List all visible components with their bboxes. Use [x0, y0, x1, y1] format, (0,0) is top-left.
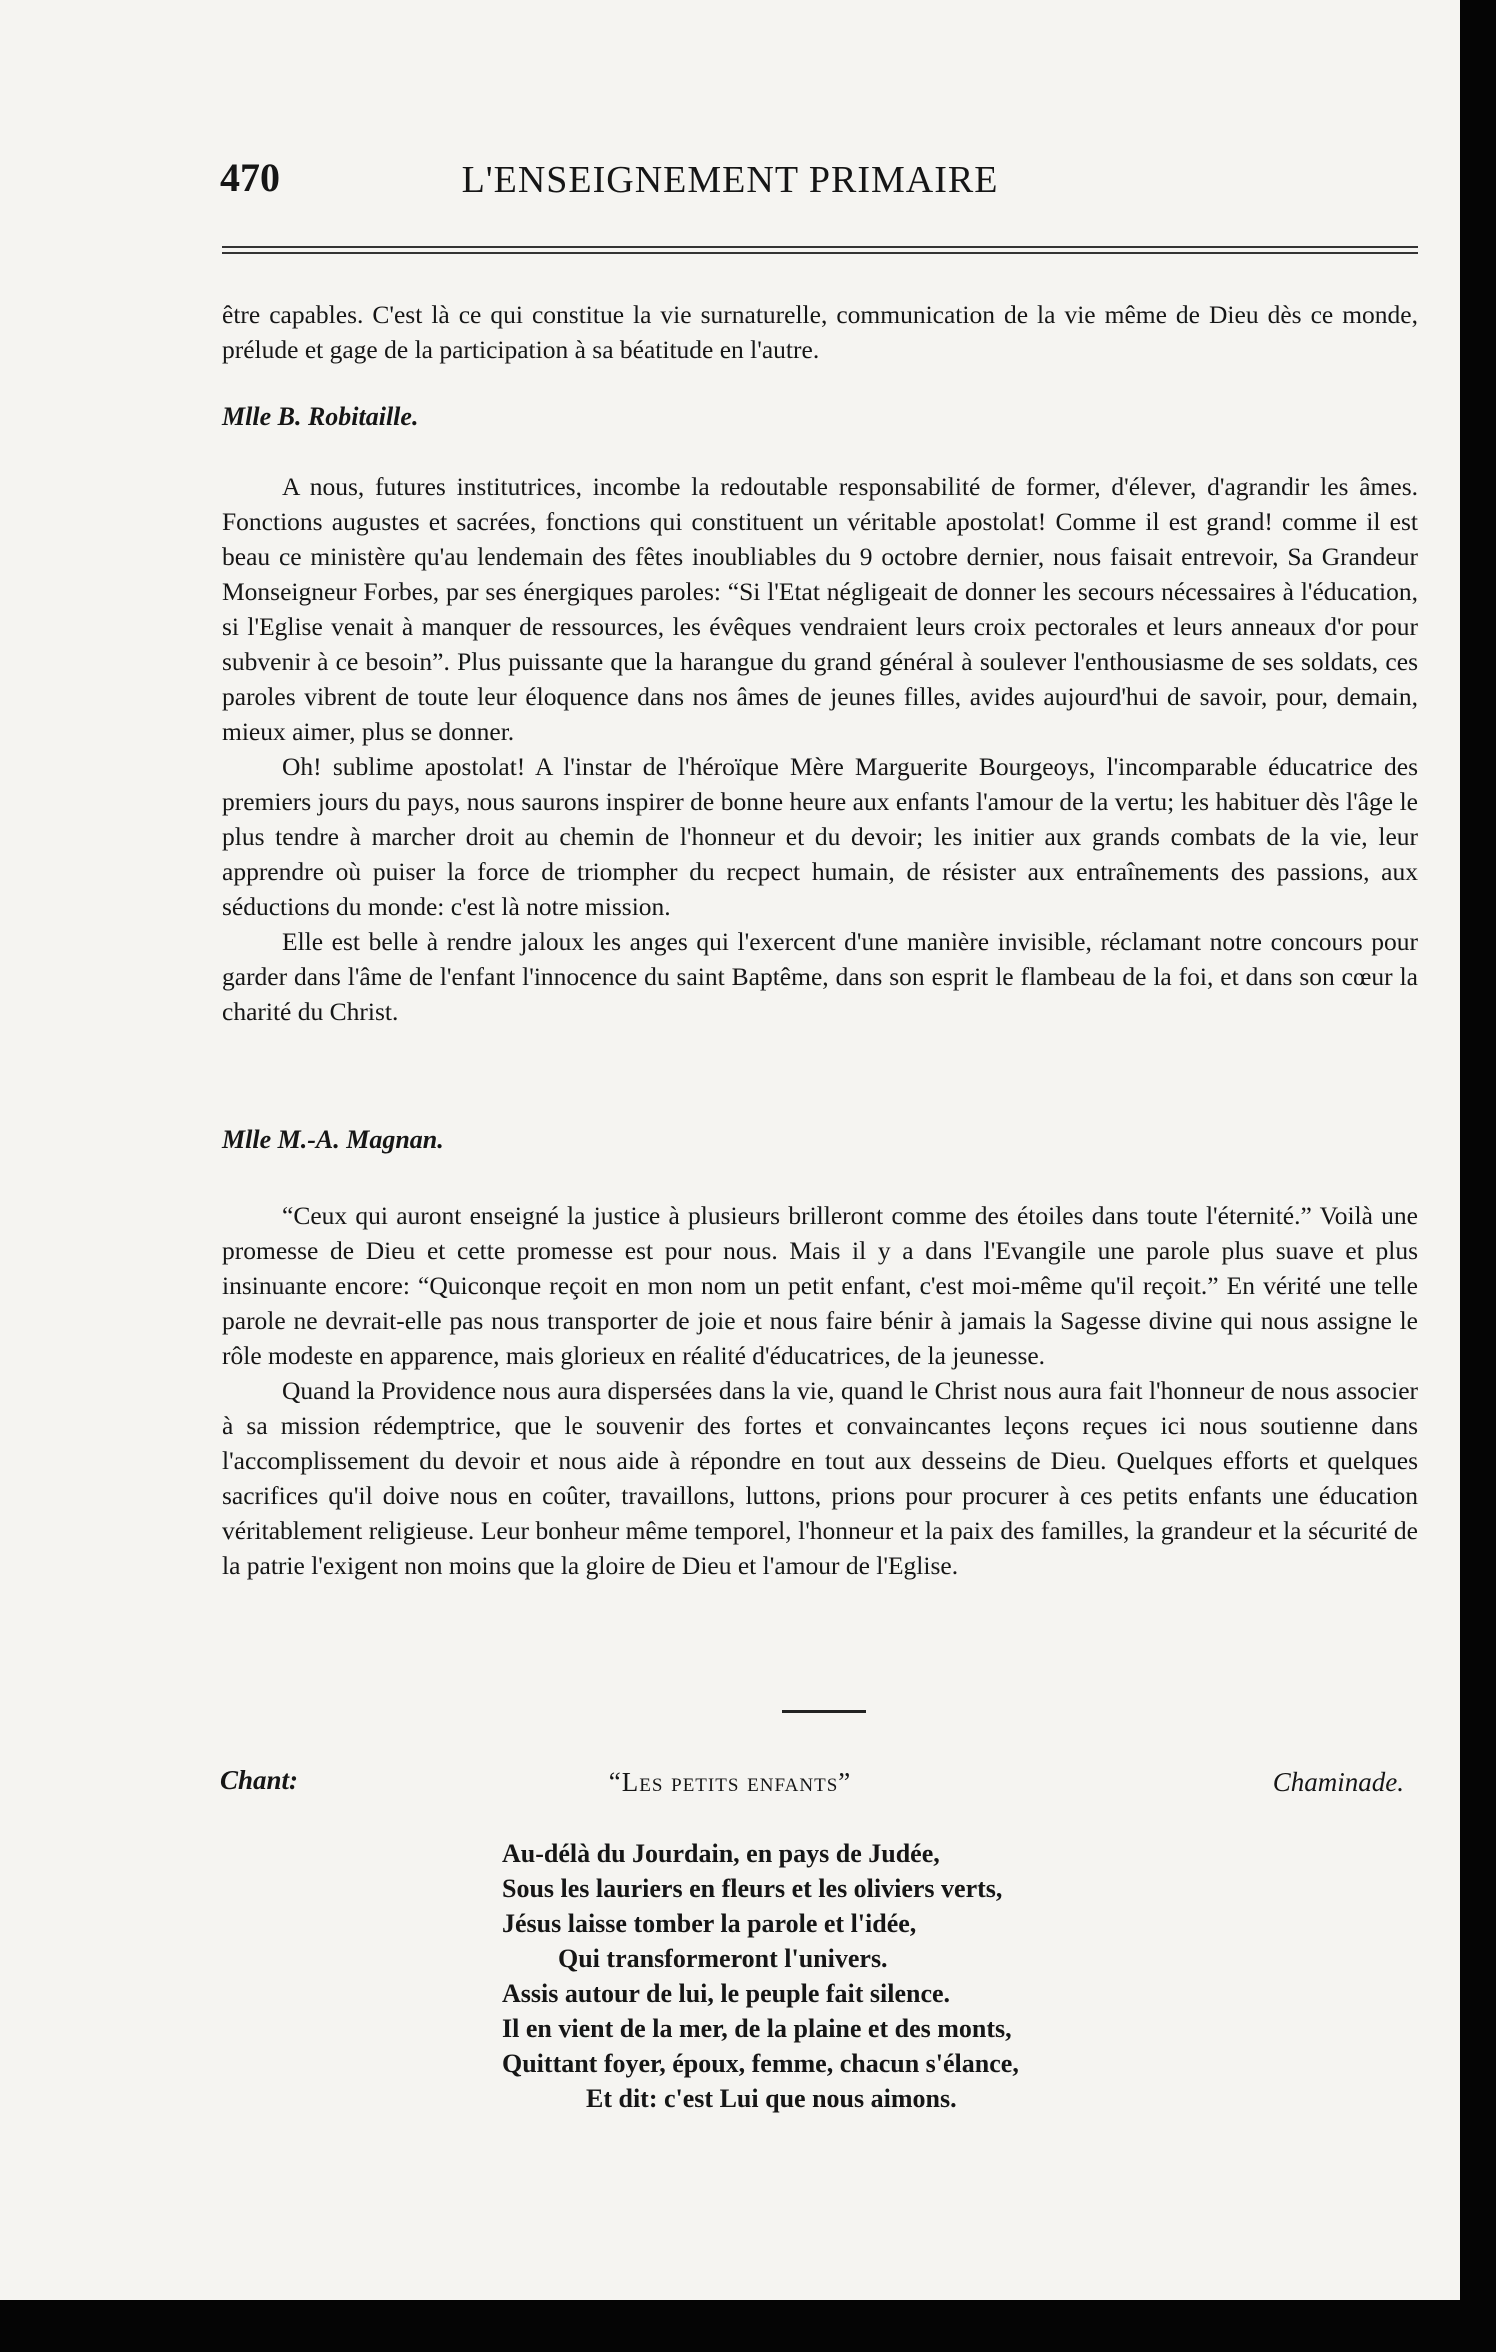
paragraph: Elle est belle à rendre jaloux les anges qui l'exercent d'une manière invisible, réclamant notre concours pour garder dans l'âme de l'enfant l'innocence du saint Baptême, dans son esprit le flambeau de la foi, et dans son cœur la charité du Christ.	[222, 927, 1418, 1026]
scan-border-bottom	[0, 2300, 1496, 2352]
paragraph: Oh! sublime apostolat! A l'instar de l'héroïque Mère Marguerite Bourgeoys, l'incomparable éducatrice des premiers jours du pays, nous saurons inspirer de bonne heure aux enfants l'amour de la vertu; les habituer dès l'âge le plus tendre à marcher droit au chemin de l'honneur et du devoir; les initier aux grands combats de la vie, leur apprendre où puiser la force de triompher du recpect humain, de résister aux entraînements des passions, aux séductions du monde: c'est là notre mission.	[222, 752, 1418, 921]
verse-line: Quittant foyer, époux, femme, chacun s'élance,	[502, 2049, 1019, 2078]
opening-paragraph: être capables. C'est là ce qui constitue la vie surnaturelle, communication de la vie même de Dieu dès ce monde, prélude et gage de la participation à sa béatitude en l'autre.	[222, 300, 1418, 364]
verse-line: Au-délà du Jourdain, en pays de Judée,	[502, 1839, 940, 1868]
chant-composer: Chaminade.	[1272, 1767, 1404, 1797]
speech-robitaille	[222, 469, 1418, 1029]
chant-label: Chant:	[220, 1765, 299, 1795]
verse-line: Assis autour de lui, le peuple fait silence.	[502, 1979, 951, 2008]
speech-magnan	[222, 1198, 1418, 1583]
verse-line: Sous les lauriers en fleurs et les oliviers verts,	[502, 1874, 1003, 1903]
running-title: L'ENSEIGNEMENT PRIMAIRE	[461, 159, 999, 201]
verse-line: Jésus laisse tomber la parole et l'idée,	[502, 1909, 917, 1938]
speaker-name-robitaille: Mlle B. Robitaille.	[222, 402, 419, 431]
page-number: 470	[220, 155, 280, 200]
paragraph: A nous, futures institutrices, incombe la redoutable responsabilité de former, d'élever, d'agrandir les âmes. Fonctions augustes et sacrées, fonctions qui constituent un véritable apostolat! Comme il est grand! comme il est beau ce ministère qu'au lendemain des fêtes inoubliables du 9 octobre dernier, nous faisait entrevoir, Sa Grandeur Monseigneur Forbes, par ses énergiques paroles: “Si l'Etat négligeait de donner les secours nécessaires à l'éducation, si l'Eglise venait à manquer de ressources, les évêques vendraient leurs croix pectorales et leurs anneaux d'or pour subvenir à ce besoin”. Plus puissante que la harangue du grand général à soulever l'enthousiasme de ses soldats, ces paroles vibrent de toute leur éloquence dans nos âmes de jeunes filles, avides aujourd'hui de savoir, pour, demain, mieux aimer, plus se donner.	[222, 472, 1418, 746]
verse-line: Il en vient de la mer, de la plaine et des monts,	[502, 2014, 1012, 2043]
chant-title: “Les petits enfants”	[608, 1767, 852, 1797]
verse-line: Et dit: c'est Lui que nous aimons.	[586, 2084, 957, 2113]
speaker-name-magnan: Mlle M.-A. Magnan.	[222, 1125, 444, 1154]
scan-border-right	[1460, 0, 1496, 2352]
section-divider	[782, 1710, 866, 1713]
paragraph: Quand la Providence nous aura dispersées dans la vie, quand le Christ nous aura fait l'honneur de nous associer à sa mission rédemptrice, que le souvenir des fortes et convaincantes leçons reçues ici nous soutienne dans l'accomplissement du devoir et nous aide à répondre en tout aux desseins de Dieu. Quelques efforts et quelques sacrifices qu'il doive nous en coûter, travaillons, luttons, prions pour procurer à ces petits enfants une éducation véritablement religieuse. Leur bonheur même temporel, l'honneur et la paix des familles, la grandeur et la sécurité de la patrie l'exigent non moins que la gloire de Dieu et l'amour de l'Eglise.	[222, 1376, 1418, 1580]
header-rule	[222, 246, 1418, 254]
chant-verse	[502, 1836, 1019, 2116]
opening-paragraph-block	[222, 297, 1418, 367]
paragraph: “Ceux qui auront enseigné la justice à plusieurs brilleront comme des étoiles dans toute l'éternité.” Voilà une promesse de Dieu et cette promesse est pour nous. Mais il y a dans l'Evangile une parole plus suave et plus insinuante encore: “Quiconque reçoit en mon nom un petit enfant, c'est moi-même qu'il reçoit.” En vérité une telle parole ne devrait-elle pas nous transporter de joie et nous faire bénir à jamais la Sagesse divine qui nous assigne le rôle modeste en apparence, mais glorieux en réalité d'éducatrices, de la jeunesse.	[222, 1201, 1418, 1370]
verse-line: Qui transformeront l'univers.	[558, 1944, 888, 1973]
